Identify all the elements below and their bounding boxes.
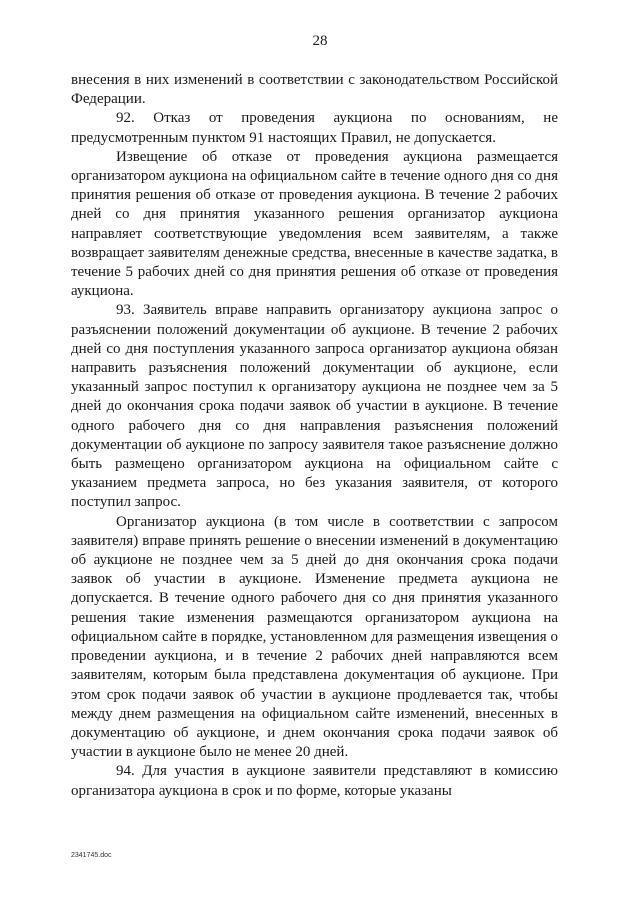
file-name-footer: 2341745.doc: [71, 852, 112, 859]
paragraph-94: 94. Для участия в аукционе заявители представляют в комиссию организатора аукциона в срок и по форме, которые указаны: [71, 763, 558, 799]
paragraph-92: 92. Отказ от проведения аукциона по основаниям, не предусмотренным пунктом 91 настоящих Правил, не допускается.: [71, 110, 558, 146]
paragraph-documentation-changes: Организатор аукциона (в том числе в соответствии с запросом заявителя) вправе принять решение о внесении изменений в документацию об аукционе не позднее чем за 5 дней до дня окончания срока подачи заявок об участии в аукционе. Изменение предмета аукциона не допускается. В течение одного рабочего дня со дня принятия указанного решения такие изменения размещаются организатором аукциона на официальном сайте в порядке, установленном для размещения извещения о проведении аукциона, и в течение 2 рабочих дней направляются всем заявителям, которым была представлена документация об аукционе. При этом срок подачи заявок об участии в аукционе продлевается так, чтобы между днем размещения на официальном сайте изменений, внесенных в документацию об аукционе, и днем окончания срока подачи заявок об участии в аукционе было не менее 20 дней.: [71, 513, 558, 761]
paragraph-continuation: внесения в них изменений в соответствии с законодательством Российской Федерации.: [71, 72, 558, 108]
page-number: 28: [312, 33, 328, 49]
paragraph-notice-of-refusal: Извещение об отказе от проведения аукциона размещается организатором аукциона на официальном сайте в течение одного дня со дня принятия решения об отказе от проведения аукциона. В течение 2 рабочих дней со дня принятия указанного решения организатор аукциона направляет соответствующие уведомления всем заявителям, а также возвращает заявителям денежные средства, внесенные в качестве задатка, в течение 5 рабочих дней со дня принятия решения об отказе от проведения аукциона.: [71, 148, 558, 300]
document-body: [71, 71, 558, 801]
paragraph-93: 93. Заявитель вправе направить организатору аукциона запрос о разъяснении положений документации об аукционе. В течение 2 рабочих дней со дня поступления указанного запроса организатор аукциона обязан направить разъяснения положений документации об аукционе, если указанный запрос поступил к организатору аукциона не позднее чем за 5 дней до окончания срока подачи заявок об участии в аукционе. В течение одного рабочего дня со дня направления разъяснения положений документации об аукционе по запросу заявителя такое разъяснение должно быть размещено организатором аукциона на официальном сайте с указанием предмета запроса, но без указания заявителя, от которого поступил запрос.: [71, 302, 558, 511]
